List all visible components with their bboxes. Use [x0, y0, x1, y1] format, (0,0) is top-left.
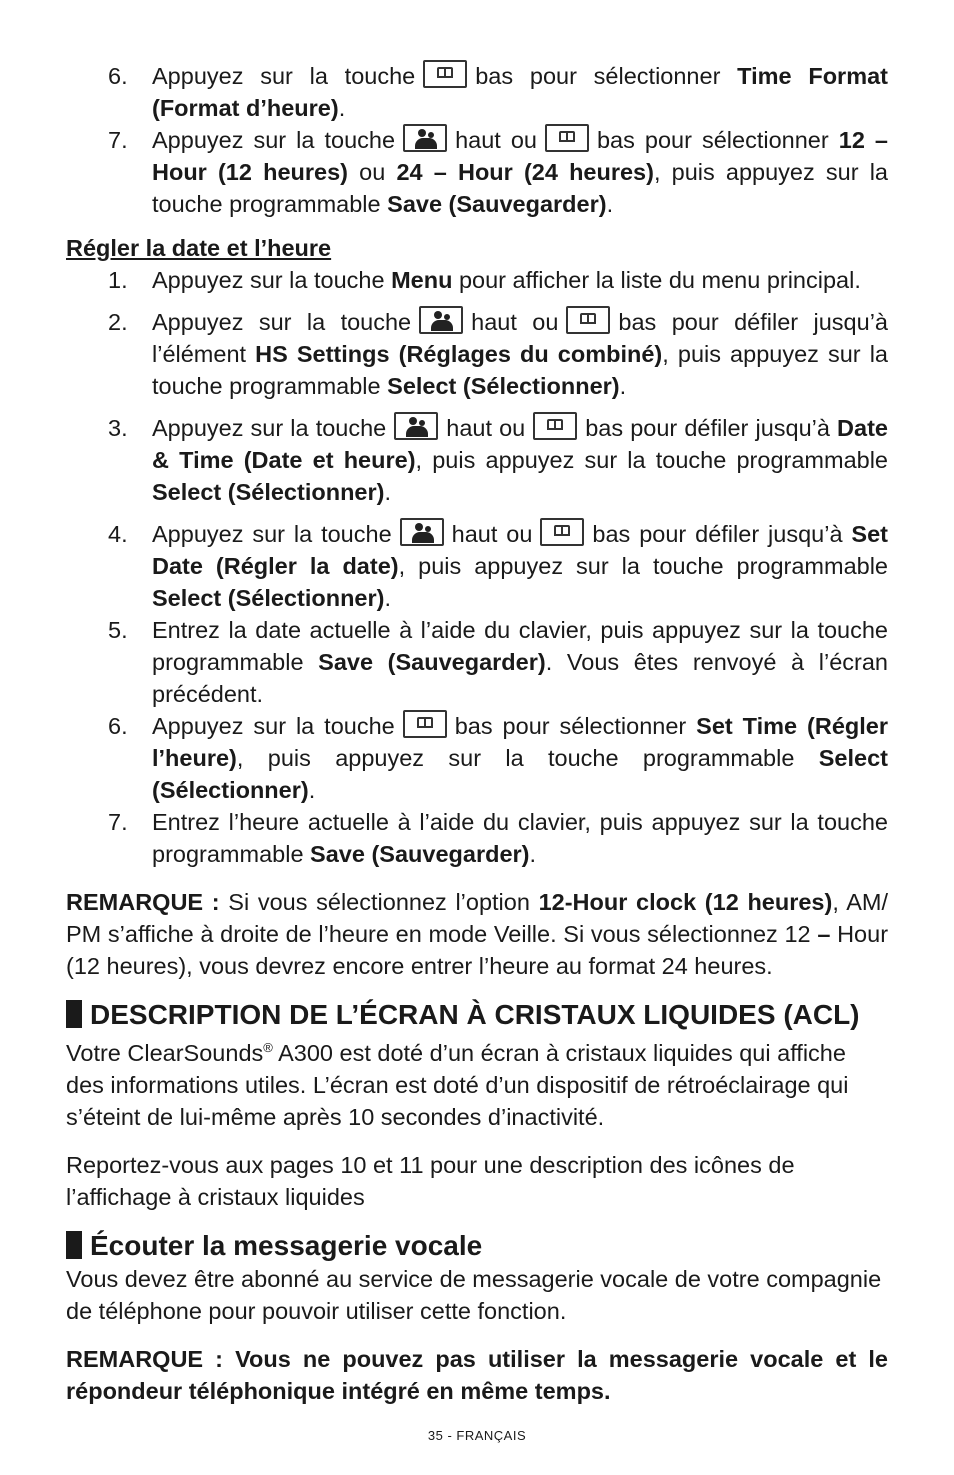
heading-bar-icon [66, 1000, 82, 1028]
phonebook-icon [423, 60, 467, 88]
note-12-hour: REMARQUE : Si vous sélectionnez l’option 12-Hour clock (12 heures), AM/ PM s’affiche à droite de l’heure en mode Veille. Si vous sélectionnez 12 – Hour (12 heures), vous devrez encore entrer l’heure au format 24 heures. [66, 889, 889, 979]
phonebook-icon [566, 306, 610, 334]
heading-bar-icon [66, 1231, 82, 1259]
list-item: 6. Appuyez sur la touche bas pour sélectionner Set Time (Régler l’heure), puis appuyez sur la touche programmable Select (Sélectionner). [66, 710, 888, 806]
list-item: 2. Appuyez sur la touche haut ou bas pour défiler jusqu’à l’élément HS Settings (Réglages du combiné), puis appuyez sur la touche programmable Select (Sélectionner). [66, 306, 888, 402]
phonebook-icon [545, 124, 589, 152]
subheading-date-time: Régler la date et l’heure [66, 235, 332, 261]
contacts-icon [419, 306, 463, 334]
lcd-description: Votre ClearSounds® A300 est doté d’un écran à cristaux liquides qui affiche des informations utiles. L’écran est doté d’un dispositif de rétroéclairage qui s’éteint de lui-même après 10 secondes d’inactivité. [66, 1039, 849, 1130]
list-item: 4. Appuyez sur la touche haut ou bas pour défiler jusqu’à Set Date (Régler la date), puis appuyez sur la touche programmable Select (Sélectionner). [66, 518, 888, 614]
list-item: 6. Appuyez sur la touche bas pour sélectionner Time Format (Format d’heure). [66, 60, 888, 124]
list-item: 1. Appuyez sur la touche Menu pour afficher la liste du menu principal. [108, 267, 861, 293]
voicemail-note: REMARQUE : Vous ne pouvez pas utiliser la messagerie vocale et le répondeur téléphonique intégré en même temps. [66, 1345, 888, 1404]
lcd-icons-reference: Reportez-vous aux pages 10 et 11 pour une description des icônes de l’affichage à cristaux liquides [66, 1151, 795, 1210]
list-item: 7. Appuyez sur la touche haut ou bas pour sélectionner 12 – Hour (12 heures) ou 24 – Hour (24 heures), puis appuyez sur la touche programmable Save (Sauvegarder). [66, 124, 888, 220]
phonebook-icon [540, 518, 584, 546]
section-heading-voicemail: Écouter la messagerie vocale [66, 1229, 888, 1263]
list-date-time [66, 264, 888, 870]
list-time-format [66, 60, 888, 220]
voicemail-description: Vous devez être abonné au service de messagerie vocale de votre compagnie de téléphone pour pouvoir utiliser cette fonction. [66, 1265, 882, 1324]
phonebook-icon [533, 412, 577, 440]
section-heading-lcd: DESCRIPTION DE L’ÉCRAN À CRISTAUX LIQUIDES (ACL) [66, 998, 888, 1032]
contacts-icon [403, 124, 447, 152]
page-footer: 35 - FRANÇAIS [427, 1428, 527, 1443]
phonebook-icon [403, 710, 447, 738]
page-content [66, 60, 888, 1407]
list-item: 5. Entrez la date actuelle à l’aide du clavier, puis appuyez sur la touche programmable Save (Sauvegarder). Vous êtes renvoyé à l’écran précédent. [108, 617, 888, 707]
list-item: 3. Appuyez sur la touche haut ou bas pour défiler jusqu’à Date & Time (Date et heure), puis appuyez sur la touche programmable Select (Sélectionner). [66, 412, 888, 508]
list-item: 7. Entrez l’heure actuelle à l’aide du clavier, puis appuyez sur la touche programmable Save (Sauvegarder). [108, 809, 888, 867]
contacts-icon [400, 518, 444, 546]
contacts-icon [394, 412, 438, 440]
